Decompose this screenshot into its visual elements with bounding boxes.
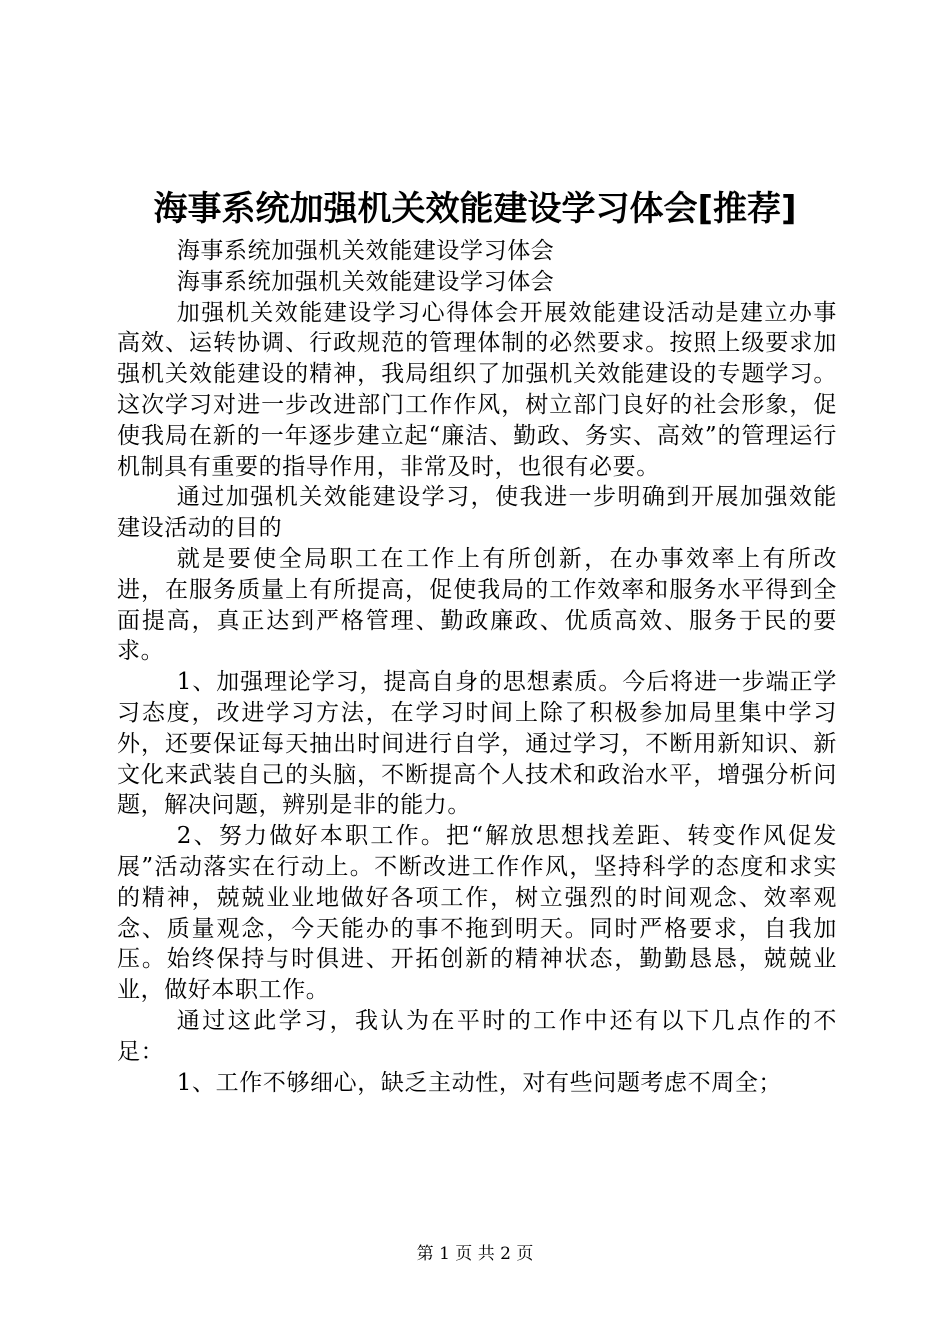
paragraph: 加强机关效能建设学习心得体会开展效能建设活动是建立办事高效、运转协调、行政规范的管理体制的必然要求。按照上级要求加强机关效能建设的精神，我局组织了加强机关效能建设的专题学习。这次学习对进一步改进部门工作作风，树立部门良好的社会形象，促使我局在新的一年逐步建立起“廉洁、勤政、务实、高效”的管理运行机制具有重要的指导作用，非常及时，也很有必要。 (117, 299, 837, 480)
paragraph: 1、工作不够细心，缺乏主动性，对有些问题考虑不周全； (176, 1069, 783, 1096)
paragraph: 通过这此学习，我认为在平时的工作中还有以下几点作的不足： (117, 1007, 837, 1065)
document-body (117, 236, 837, 1098)
paragraph: 就是要使全局职工在工作上有所创新，在办事效率上有所改进，在服务质量上有所提高，促使我局的工作效率和服务水平得到全面提高，真正达到严格管理、勤政廉政、优质高效、服务于民的要求。 (117, 545, 837, 665)
paragraph: 1、加强理论学习，提高自身的思想素质。今后将进一步端正学习态度，改进学习方法，在学习时间上除了积极参加局里集中学习外，还要保证每天抽出时间进行自学，通过学习，不断用新知识、新文化来武装自己的头脑，不断提高个人技术和政治水平，增强分析问题，解决问题，辨别是非的能力。 (117, 669, 837, 819)
paragraph: 通过加强机关效能建设学习，使我进一步明确到开展加强效能建设活动的目的 (117, 484, 837, 542)
paragraph: 2、努力做好本职工作。把“解放思想找差距、转变作风促发展”活动落实在行动上。不断改进工作作风，坚持科学的态度和求实的精神，兢兢业业地做好各项工作，树立强烈的时间观念、效率观念、质量观念，今天能办的事不拖到明天。同时严格要求，自我加压。始终保持与时俱进、开拓创新的精神状态，勤勤恳恳，兢兢业业，做好本职工作。 (117, 823, 837, 1004)
subtitle-line-1: 海事系统加强机关效能建设学习体会 (176, 238, 555, 264)
subtitle-line-2: 海事系统加强机关效能建设学习体会 (176, 268, 555, 295)
document-title: 海事系统加强机关效能建设学习体会[推荐] (153, 189, 797, 229)
page-number: 第 1 页 共 2 页 (416, 1244, 534, 1264)
